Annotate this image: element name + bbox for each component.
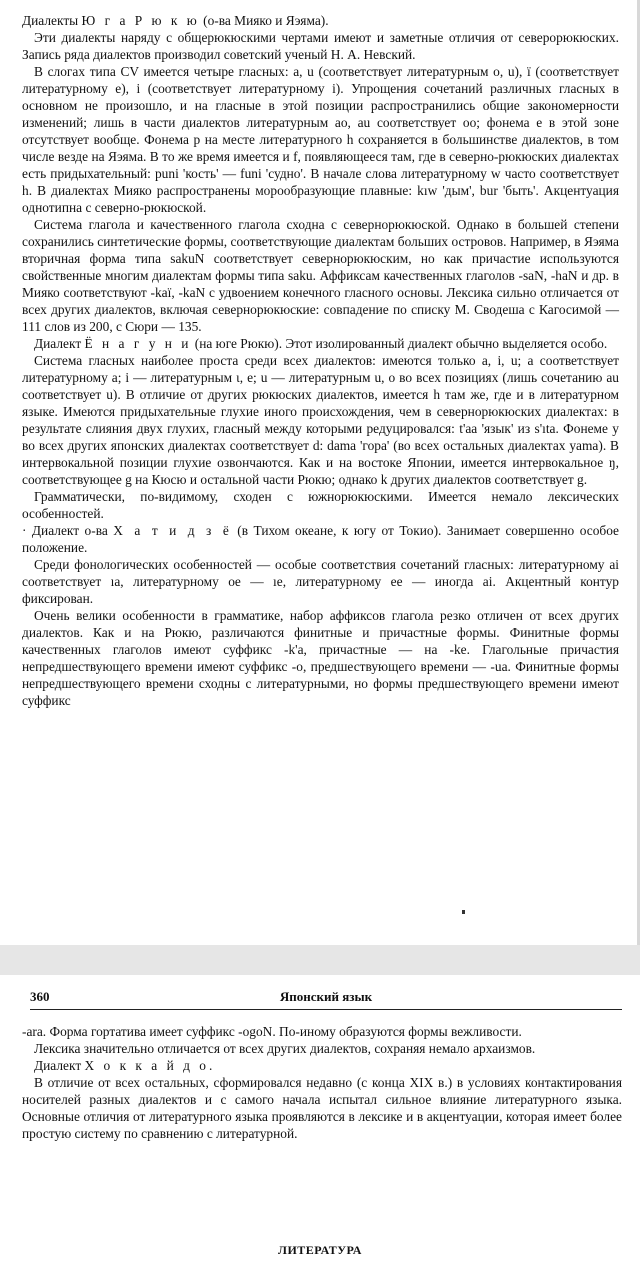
paragraph: Система глагола и качественного глагола сходна с севернорюкюской. Однако в большей степени сохранились синтетические формы, соответствующие диалектам больших островов. Например, в Яэяма вторичная форма типа sakuN соответствует севернорюкюским, но как причастие используются свойственные многим диалектам формы типа saku. Аффиксам качественных глаголов -saN, -haN и др. в Мияко соответствуют -kaї, -kaN с удвоением конечного гласного основы. Лексика сильно отличается от всех других диалектов, включая севернорюкюские: совпадение по списку М. Сводеша с Кагосимой — 111 слов из 200, с Сюри — 135. [22, 217, 619, 334]
spaced-term: Х а т и д з ё [113, 523, 232, 538]
paragraph: Эти диалекты наряду с общерюкюскими чертами имеют и заметные отличия от северорюкюских. Запись ряда диалектов производил советский ученый Н. А. Невский. [22, 30, 619, 62]
spaced-term: Ю г а Р ю к ю [81, 13, 200, 28]
page-number: 360 [30, 989, 50, 1004]
page-gap [0, 945, 640, 975]
running-header [30, 985, 622, 1010]
paragraph: В отличие от всех остальных, сформировался недавно (с конца XIX в.) в условиях контактирования носителей разных диалектов и с самого начала испытал сильное влияние литературного языка. Основные отличия от литературного языка проявляются в лексике и в акцентуации, которая имеет более простую систему по сравнению с литературной. [22, 1075, 622, 1141]
paragraph: В слогах типа CV имеется четыре гласных: a, u (соответствует литературным o, u), ї (соответствует литературному e), i (соответствует литературному i). Упрощения сочетаний различных гласных в основном не произошло, и на гласные в этой позиции распространились общие закономерности изменений; лишь в части диалектов литературным ao, au соответствует oo; фонема e в этой зоне отсутствует вообще. Фонема p на месте литературного h сохраняется в большинстве диалектов, в том числе везде на Яэяма. В то же время имеется и f, появляющееся там, где в северно-рюкюских диалектах есть придыхательный: puni 'кость' — funi 'судно'. В начале слова литературному w часто соответствует h. В диалектах Мияко распространены морообразующие плавные: kıw 'дым', bur 'быть'. Акцентуация однотипна с северно-рюкюской. [22, 64, 619, 215]
bottom-page [0, 975, 640, 1280]
paragraph-hachijo-heading: · Диалект о-ва Х а т и д з ё (в Тихом океане, к югу от Токио). Занимает совершенно особое положение. [22, 523, 620, 555]
speck-mark [462, 910, 465, 914]
paragraph: -ara. Форма гортатива имеет суффикс -ogoN. По-иному образуются формы вежливости. [22, 1024, 522, 1039]
running-title: Японский язык [279, 989, 373, 1004]
paragraph-south-ryukyu-heading: Диалекты Ю г а Р ю к ю (о-ва Мияко и Яэяма). [22, 13, 329, 28]
paragraph: Грамматически, по-видимому, сходен с южнорюкюскими. Имеется немало лексических особенностей. [22, 489, 619, 521]
paragraph-yonaguni-heading: Диалект Ё н а г у н и (на юге Рюкю). Этот изолированный диалект обычно выделяется особо. [34, 336, 608, 351]
paragraph: Среди фонологических особенностей — особые соответствия сочетаний гласных: литературному ai соответствует ıa, литературному oe — ıe, литературному ee — иногда ai. Акцентный контур фиксирован. [22, 557, 619, 606]
literature-heading: ЛИТЕРАТУРА [278, 1243, 362, 1257]
paragraph: Лексика значительно отличается от всех других диалектов, сохраняя немало архаизмов. [34, 1041, 536, 1056]
spaced-term: Ё н а г у н и [84, 336, 192, 351]
paragraph-hokkaido-heading: Диалект Х о к к а й д о. [34, 1058, 216, 1073]
spaced-term: Х о к к а й д о. [84, 1058, 216, 1073]
top-page-text [22, 12, 619, 709]
bottom-page-text [22, 1023, 622, 1142]
paragraph: Очень велики особенности в грамматике, набор аффиксов глагола резко отличен от всех других диалектов. Как и на Рюкю, различаются финитные и причастные формы. Финитные формы качественных глаголов имеют суффикс -k'a, причастные — на -ke. Глагольные причастия непредшествующего времени имеют суффикс -o, предшествующего времени — -ua. Финитные формы непредшествующего времени сходны с литературными, но формы предшествующего времени имеют суффикс [22, 608, 619, 708]
paragraph: Система гласных наиболее проста среди всех диалектов: имеются только a, i, u; a соответствует литературному a; i — литературным ι, e; u — литературным u, o во всех позициях (лишь сочетанию au соответствует u). В отличие от других рюкюских диалектов, имеется h там же, где и в литературном языке. Имеются придыхательные глухие иного происхождения, чем в севернорюкюских диалектах: в результате слияния двух глухих, гласный между которыми редуцировался: t'aa 'язык' из s'ıta. Фонеме y во всех других японских диалектах соответствует d: dama 'гора' (во всех остальных диалектах yama). В интервокальной позиции глухие озвончаются. Как и на востоке Японии, имеется интервокальное ŋ, соответствующее g на Кюсю и остальной части Рюкю; однако k других диалектов соответствует g. [22, 353, 619, 487]
